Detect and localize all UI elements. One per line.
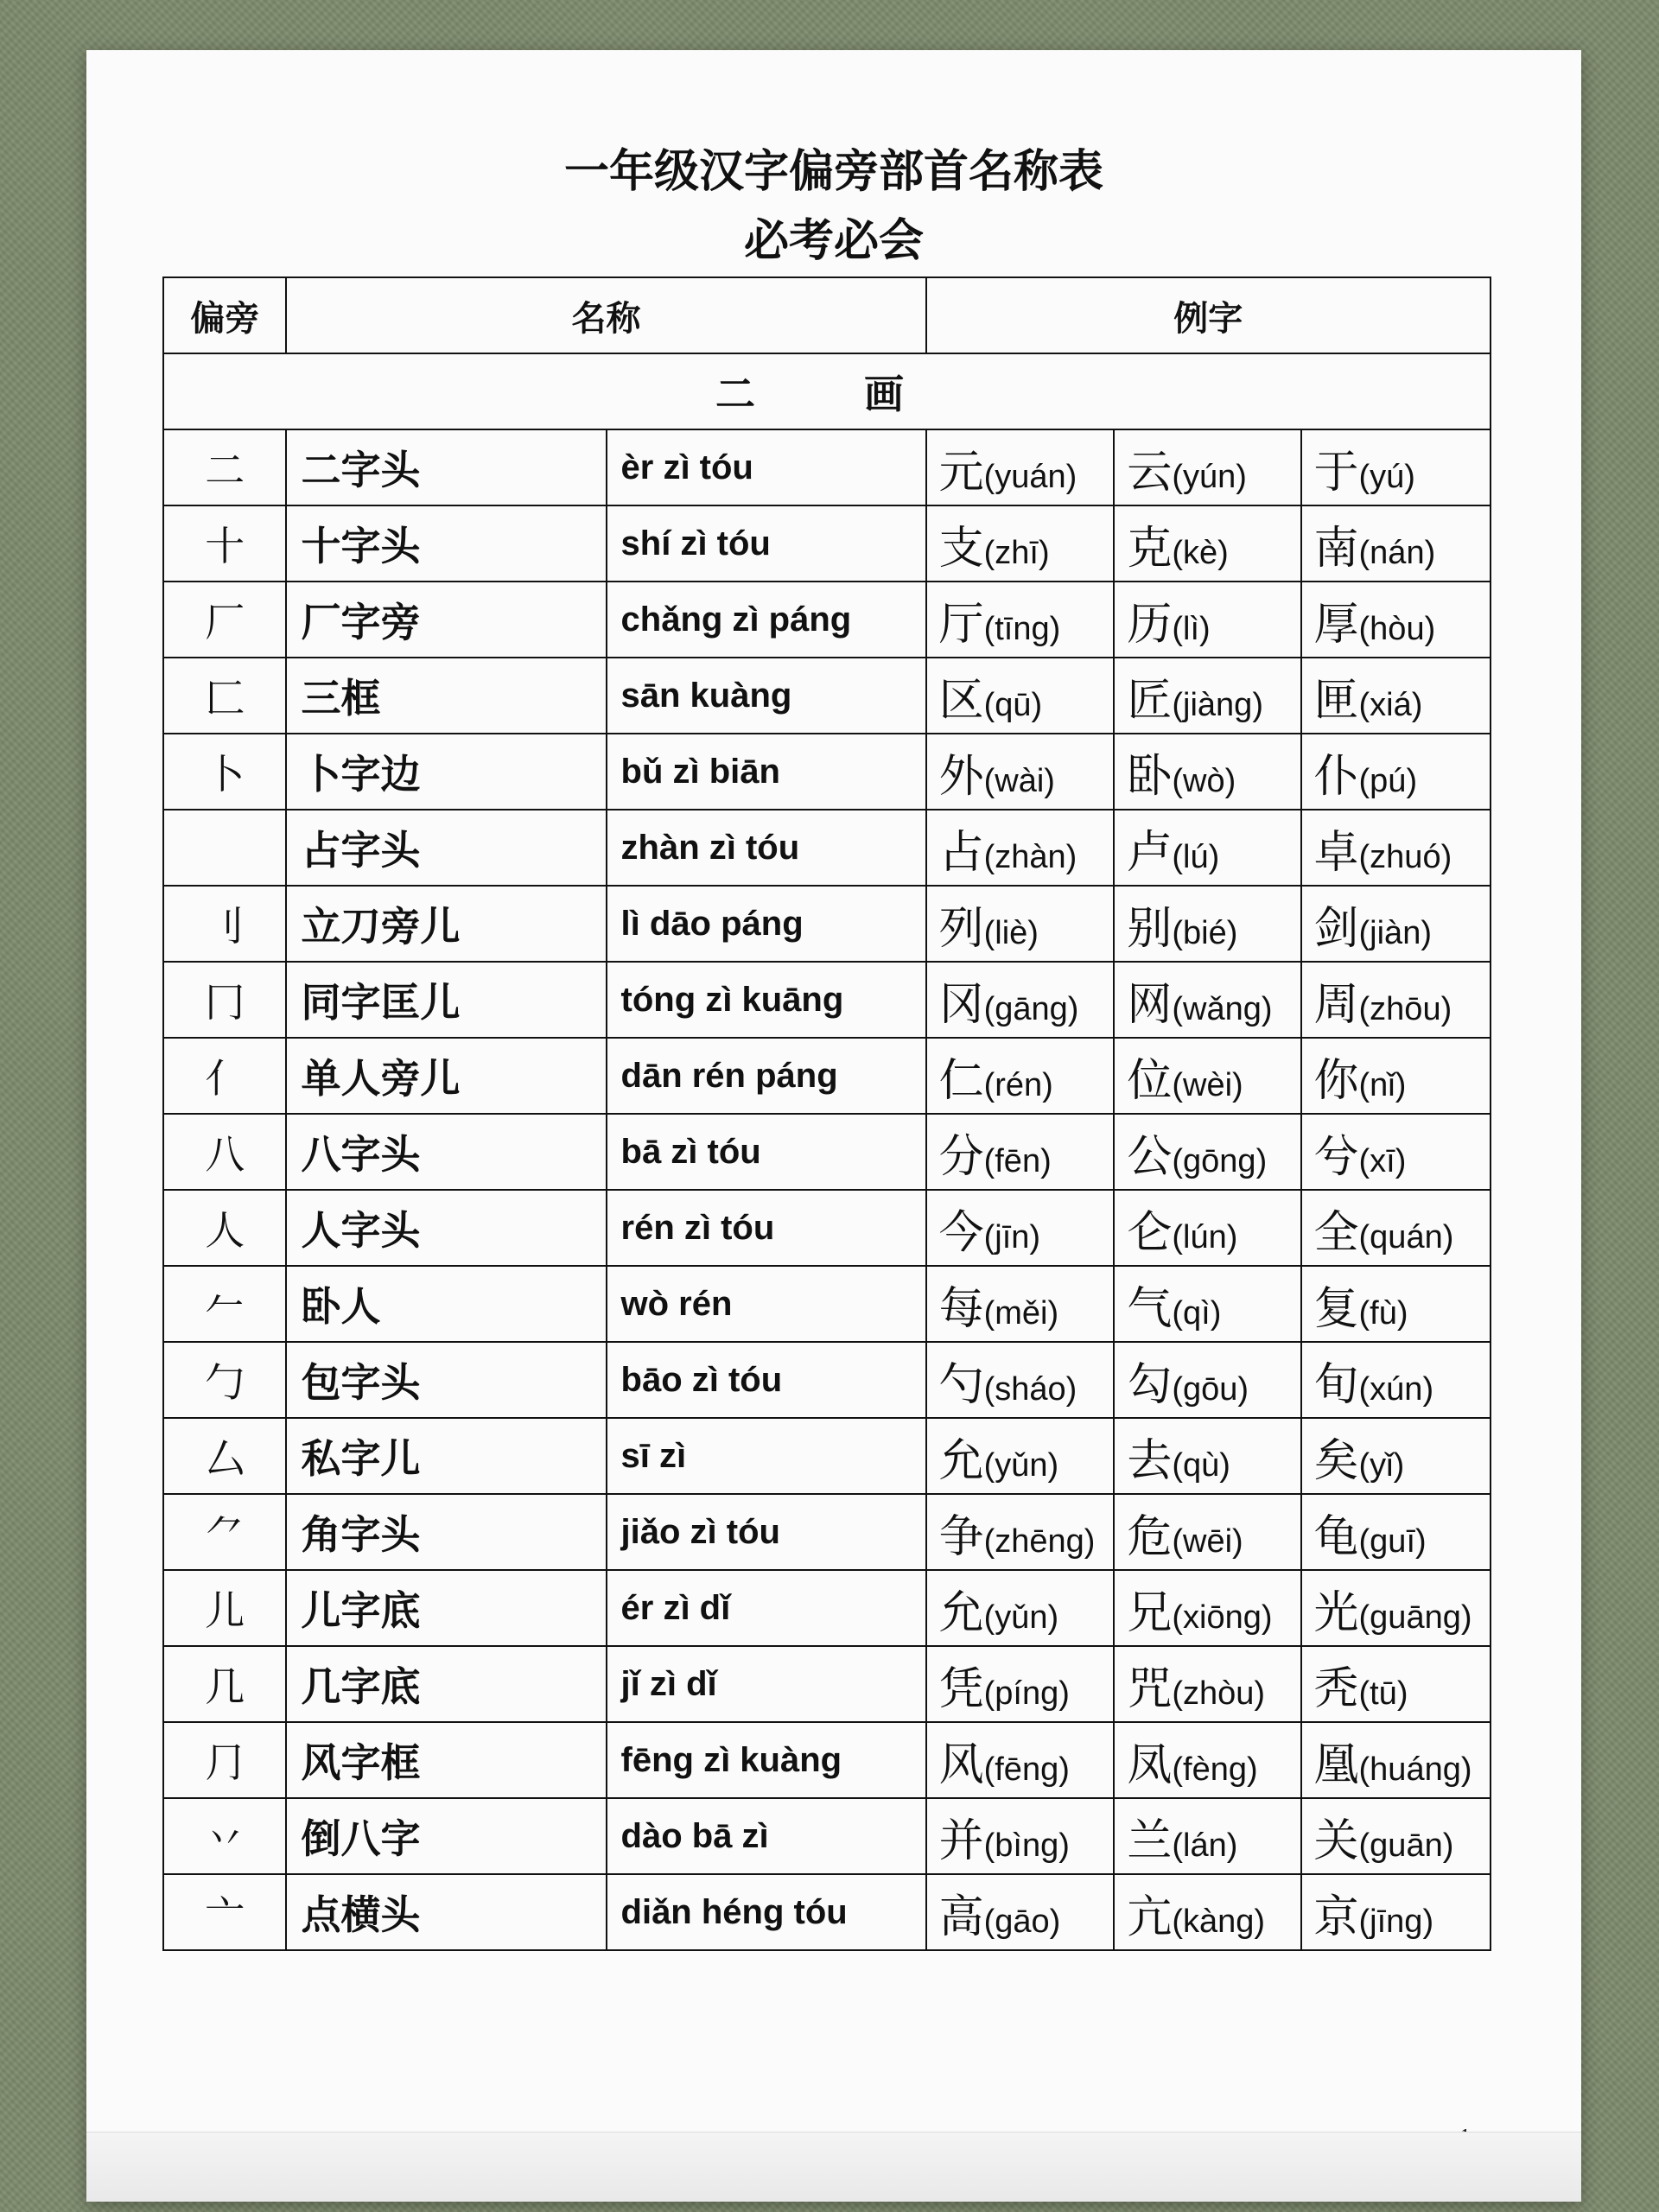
radical-cell: 冂	[163, 962, 286, 1038]
example-pinyin: (zhòu)	[1172, 1675, 1266, 1712]
example-pinyin: (zhēng)	[983, 1522, 1096, 1560]
table-row	[163, 1190, 1491, 1266]
example-cell	[926, 810, 1115, 886]
radical-cell: 卜	[163, 734, 286, 810]
radical-cell: 𠂉	[163, 1266, 286, 1342]
example-char: 历	[1127, 598, 1173, 651]
example-cell	[1114, 1190, 1300, 1266]
example-char: 仆	[1313, 750, 1359, 803]
example-pinyin: (liè)	[983, 914, 1039, 951]
example-cell	[1301, 1874, 1491, 1950]
example-char: 占	[938, 826, 984, 879]
radical-cell: 儿	[163, 1570, 286, 1646]
example-pinyin: (wǎng)	[1172, 990, 1273, 1027]
example-char: 卢	[1127, 826, 1173, 879]
radical-pinyin-cell: dào bā zì	[607, 1798, 926, 1874]
example-pinyin: (wài)	[983, 762, 1055, 799]
example-cell	[926, 1570, 1115, 1646]
table-row	[163, 1114, 1491, 1190]
radical-pinyin-cell: wò rén	[607, 1266, 926, 1342]
table-row	[163, 1038, 1491, 1114]
example-cell	[1114, 1038, 1300, 1114]
radical-cell: 几	[163, 1646, 286, 1722]
example-cell	[1301, 1114, 1491, 1190]
table-row	[163, 810, 1491, 886]
example-char: 厅	[938, 598, 984, 651]
radical-name-cell: 包字头	[286, 1342, 606, 1418]
radical-pinyin-cell: diǎn héng tóu	[607, 1874, 926, 1950]
example-cell	[1114, 886, 1300, 962]
section-row	[163, 353, 1491, 429]
example-pinyin: (tīng)	[983, 610, 1061, 647]
radical-cell: 人	[163, 1190, 286, 1266]
example-pinyin: (quán)	[1358, 1218, 1454, 1255]
example-cell	[926, 658, 1115, 734]
example-char: 周	[1313, 978, 1359, 1031]
example-pinyin: (gāng)	[983, 990, 1079, 1027]
example-pinyin: (xún)	[1358, 1370, 1434, 1408]
example-cell	[1114, 1798, 1300, 1874]
example-pinyin: (bìng)	[983, 1827, 1070, 1864]
radical-pinyin-cell: chǎng zì páng	[607, 582, 926, 658]
example-char: 兰	[1127, 1815, 1173, 1867]
example-char: 区	[938, 674, 984, 727]
example-cell	[926, 1874, 1115, 1950]
radical-cell: 刂	[163, 886, 286, 962]
example-cell	[1301, 962, 1491, 1038]
example-cell	[926, 1646, 1115, 1722]
example-cell	[926, 962, 1115, 1038]
header-name: 名称	[286, 277, 925, 353]
example-cell	[1114, 1646, 1300, 1722]
example-char: 南	[1313, 522, 1359, 575]
example-pinyin: (qù)	[1172, 1446, 1230, 1484]
example-pinyin: (měi)	[983, 1294, 1059, 1332]
example-pinyin: (fù)	[1358, 1294, 1408, 1332]
table-row	[163, 962, 1491, 1038]
example-char: 凭	[938, 1662, 984, 1715]
radical-cell: ⺆	[163, 1722, 286, 1798]
radical-name-cell: 几字底	[286, 1646, 606, 1722]
example-char: 秃	[1313, 1662, 1359, 1715]
radical-pinyin-cell: sī zì	[607, 1418, 926, 1494]
example-pinyin: (píng)	[983, 1675, 1070, 1712]
paper-bottom-edge	[86, 2132, 1581, 2202]
header-examples: 例字	[926, 277, 1491, 353]
example-cell	[1114, 582, 1300, 658]
example-cell	[1114, 962, 1300, 1038]
example-pinyin: (fèng)	[1172, 1751, 1258, 1788]
example-pinyin: (jīng)	[1358, 1903, 1434, 1940]
table-row	[163, 1798, 1491, 1874]
example-pinyin: (nán)	[1358, 534, 1436, 571]
example-cell	[1114, 505, 1300, 582]
example-pinyin: (zhuó)	[1358, 838, 1452, 875]
example-cell	[926, 429, 1115, 505]
table-row	[163, 658, 1491, 734]
radical-pinyin-cell: zhàn zì tóu	[607, 810, 926, 886]
example-char: 厚	[1313, 598, 1359, 651]
table-row	[163, 1874, 1491, 1950]
radical-name-cell: 八字头	[286, 1114, 606, 1190]
example-char: 勾	[1127, 1358, 1173, 1411]
example-char: 分	[938, 1130, 984, 1183]
example-cell	[1301, 658, 1491, 734]
radical-name-cell: 卧人	[286, 1266, 606, 1342]
radical-cell: 二	[163, 429, 286, 505]
radical-cell: 八	[163, 1114, 286, 1190]
example-cell	[926, 1038, 1115, 1114]
table-row	[163, 1266, 1491, 1342]
radical-table-body	[163, 277, 1491, 1950]
radical-cell: 十	[163, 505, 286, 582]
example-pinyin: (guāng)	[1358, 1599, 1472, 1636]
example-char: 公	[1127, 1130, 1173, 1183]
example-char: 争	[938, 1510, 984, 1563]
example-pinyin: (yǔn)	[983, 1446, 1059, 1484]
example-char: 全	[1313, 1206, 1359, 1259]
radical-name-cell: 三框	[286, 658, 606, 734]
radical-name-cell: 立刀旁儿	[286, 886, 606, 962]
example-cell	[1114, 1114, 1300, 1190]
example-char: 复	[1313, 1282, 1359, 1335]
example-char: 高	[938, 1891, 984, 1943]
radical-name-cell: 人字头	[286, 1190, 606, 1266]
example-cell	[926, 1798, 1115, 1874]
radical-pinyin-cell: ér zì dǐ	[607, 1570, 926, 1646]
table-header-row	[163, 277, 1491, 353]
radical-pinyin-cell: shí zì tóu	[607, 505, 926, 582]
example-cell	[1301, 734, 1491, 810]
example-cell	[1301, 1798, 1491, 1874]
example-char: 克	[1127, 522, 1173, 575]
example-cell	[926, 1342, 1115, 1418]
example-pinyin: (sháo)	[983, 1370, 1077, 1408]
radical-cell: ⺈	[163, 1494, 286, 1570]
example-pinyin: (lì)	[1172, 610, 1211, 647]
page-title: 一年级汉字偏旁部首名称表	[563, 146, 1103, 198]
radical-pinyin-cell: rén zì tóu	[607, 1190, 926, 1266]
radical-pinyin-cell: jǐ zì dǐ	[607, 1646, 926, 1722]
table-row	[163, 429, 1491, 505]
example-char: 兄	[1127, 1586, 1173, 1639]
example-cell	[926, 505, 1115, 582]
example-pinyin: (tū)	[1358, 1675, 1408, 1712]
example-char: 矣	[1313, 1434, 1359, 1487]
example-cell	[1301, 810, 1491, 886]
radical-pinyin-cell: jiǎo zì tóu	[607, 1494, 926, 1570]
example-char: 允	[938, 1434, 984, 1487]
radical-table	[162, 276, 1491, 1951]
example-char: 列	[938, 902, 984, 955]
example-cell	[1301, 429, 1491, 505]
example-char: 仑	[1127, 1206, 1173, 1259]
radical-pinyin-cell: sān kuàng	[607, 658, 926, 734]
example-char: 匣	[1313, 674, 1359, 727]
radical-pinyin-cell: dān rén páng	[607, 1038, 926, 1114]
example-cell	[1114, 810, 1300, 886]
radical-pinyin-cell: lì dāo páng	[607, 886, 926, 962]
radical-pinyin-cell: èr zì tóu	[607, 429, 926, 505]
example-pinyin: (rén)	[983, 1066, 1053, 1103]
example-char: 卓	[1313, 826, 1359, 879]
example-cell	[1301, 886, 1491, 962]
example-cell	[926, 1494, 1115, 1570]
example-cell	[926, 1114, 1115, 1190]
table-row	[163, 505, 1491, 582]
example-char: 危	[1127, 1510, 1173, 1563]
example-pinyin: (yǔn)	[983, 1599, 1059, 1636]
radical-cell: 亠	[163, 1874, 286, 1950]
example-cell	[1114, 658, 1300, 734]
example-char: 旬	[1313, 1358, 1359, 1411]
example-pinyin: (wèi)	[1172, 1066, 1243, 1103]
example-cell	[1301, 1722, 1491, 1798]
example-cell	[926, 1266, 1115, 1342]
example-cell	[1301, 1494, 1491, 1570]
example-pinyin: (lún)	[1172, 1218, 1238, 1255]
example-pinyin: (huáng)	[1358, 1751, 1472, 1788]
example-pinyin: (nǐ)	[1358, 1066, 1407, 1103]
example-pinyin: (kàng)	[1172, 1903, 1266, 1940]
example-pinyin: (jiàn)	[1358, 914, 1432, 951]
example-char: 外	[938, 750, 984, 803]
example-pinyin: (guān)	[1358, 1827, 1454, 1864]
example-cell	[1114, 1266, 1300, 1342]
example-char: 凤	[1127, 1738, 1173, 1791]
example-pinyin: (zhàn)	[983, 838, 1077, 875]
example-pinyin: (xī)	[1358, 1142, 1407, 1179]
example-pinyin: (jiàng)	[1172, 686, 1263, 723]
example-char: 每	[938, 1282, 984, 1335]
example-cell	[1301, 582, 1491, 658]
example-cell	[1114, 1418, 1300, 1494]
radical-name-cell: 单人旁儿	[286, 1038, 606, 1114]
example-pinyin: (fēng)	[983, 1751, 1070, 1788]
table-row	[163, 582, 1491, 658]
table-row	[163, 1342, 1491, 1418]
radical-pinyin-cell: bāo zì tóu	[607, 1342, 926, 1418]
page-subtitle: 必考必会	[743, 215, 924, 267]
example-cell	[926, 734, 1115, 810]
example-cell	[926, 886, 1115, 962]
example-pinyin: (yǐ)	[1358, 1446, 1405, 1484]
radical-cell: 匚	[163, 658, 286, 734]
example-pinyin: (zhōu)	[1358, 990, 1452, 1027]
radical-name-cell: 十字头	[286, 505, 606, 582]
example-pinyin: (lú)	[1172, 838, 1220, 875]
example-char: 剑	[1313, 902, 1359, 955]
example-cell	[1301, 1266, 1491, 1342]
example-pinyin: (qì)	[1172, 1294, 1222, 1332]
table-row	[163, 1418, 1491, 1494]
example-cell	[1301, 1570, 1491, 1646]
example-pinyin: (xiōng)	[1172, 1599, 1273, 1636]
example-char: 今	[938, 1206, 984, 1259]
section-heading: 二 画	[163, 353, 1491, 429]
example-pinyin: (yún)	[1172, 458, 1247, 495]
example-char: 龟	[1313, 1510, 1359, 1563]
example-char: 去	[1127, 1434, 1173, 1487]
example-pinyin: (bié)	[1172, 914, 1238, 951]
example-char: 光	[1313, 1586, 1359, 1639]
example-char: 元	[938, 446, 984, 499]
example-pinyin: (zhī)	[983, 534, 1050, 571]
example-char: 风	[938, 1738, 984, 1791]
radical-cell: 厶	[163, 1418, 286, 1494]
radical-name-cell: 同字匡儿	[286, 962, 606, 1038]
example-pinyin: (gōng)	[1172, 1142, 1268, 1179]
example-cell	[1301, 505, 1491, 582]
example-char: 兮	[1313, 1130, 1359, 1183]
radical-name-cell: 私字儿	[286, 1418, 606, 1494]
example-pinyin: (lán)	[1172, 1827, 1238, 1864]
example-char: 匠	[1127, 674, 1173, 727]
example-pinyin: (wēi)	[1172, 1522, 1243, 1560]
example-cell	[1301, 1342, 1491, 1418]
table-row	[163, 1494, 1491, 1570]
example-cell	[1301, 1190, 1491, 1266]
example-cell	[1301, 1646, 1491, 1722]
radical-name-cell: 二字头	[286, 429, 606, 505]
table-row	[163, 1646, 1491, 1722]
example-cell	[926, 1418, 1115, 1494]
example-char: 亢	[1127, 1891, 1173, 1943]
example-pinyin: (fēn)	[983, 1142, 1052, 1179]
example-char: 你	[1313, 1054, 1359, 1107]
example-pinyin: (guī)	[1358, 1522, 1427, 1560]
radical-name-cell: 卜字边	[286, 734, 606, 810]
radical-name-cell: 倒八字	[286, 1798, 606, 1874]
example-cell	[1114, 1722, 1300, 1798]
radical-cell: 亻	[163, 1038, 286, 1114]
example-pinyin: (yú)	[1358, 458, 1415, 495]
example-char: 卧	[1127, 750, 1173, 803]
example-cell	[1114, 734, 1300, 810]
example-pinyin: (xiá)	[1358, 686, 1423, 723]
radical-pinyin-cell: bā zì tóu	[607, 1114, 926, 1190]
example-pinyin: (pú)	[1358, 762, 1418, 799]
example-char: 别	[1127, 902, 1173, 955]
example-char: 凰	[1313, 1738, 1359, 1791]
example-char: 冈	[938, 978, 984, 1031]
example-char: 位	[1127, 1054, 1173, 1107]
radical-pinyin-cell: tóng zì kuāng	[607, 962, 926, 1038]
example-cell	[1114, 1570, 1300, 1646]
example-char: 云	[1127, 446, 1173, 499]
example-pinyin: (gōu)	[1172, 1370, 1249, 1408]
example-pinyin: (kè)	[1172, 534, 1229, 571]
example-char: 关	[1313, 1815, 1359, 1867]
example-char: 勺	[938, 1358, 984, 1411]
radical-name-cell: 角字头	[286, 1494, 606, 1570]
example-cell	[926, 582, 1115, 658]
example-char: 气	[1127, 1282, 1173, 1335]
example-cell	[1114, 1342, 1300, 1418]
radical-cell	[163, 810, 286, 886]
example-char: 网	[1127, 978, 1173, 1031]
example-char: 支	[938, 522, 984, 575]
table-row	[163, 886, 1491, 962]
radical-pinyin-cell: fēng zì kuàng	[607, 1722, 926, 1798]
example-cell	[1301, 1038, 1491, 1114]
example-pinyin: (wò)	[1172, 762, 1236, 799]
radical-cell: 厂	[163, 582, 286, 658]
radical-name-cell: 点横头	[286, 1874, 606, 1950]
document-page	[86, 50, 1581, 2202]
example-pinyin: (qū)	[983, 686, 1043, 723]
radical-name-cell: 厂字旁	[286, 582, 606, 658]
table-row	[163, 1722, 1491, 1798]
radical-name-cell: 儿字底	[286, 1570, 606, 1646]
example-pinyin: (yuán)	[983, 458, 1077, 495]
example-char: 京	[1313, 1891, 1359, 1943]
example-cell	[1114, 1494, 1300, 1570]
example-char: 仁	[938, 1054, 984, 1107]
example-char: 于	[1313, 446, 1359, 499]
example-pinyin: (jīn)	[983, 1218, 1041, 1255]
radical-name-cell: 风字框	[286, 1722, 606, 1798]
example-char: 并	[938, 1815, 984, 1867]
example-char: 咒	[1127, 1662, 1173, 1715]
example-cell	[926, 1190, 1115, 1266]
example-pinyin: (gāo)	[983, 1903, 1061, 1940]
table-row	[163, 734, 1491, 810]
example-cell	[1114, 1874, 1300, 1950]
example-cell	[926, 1722, 1115, 1798]
example-cell	[1301, 1418, 1491, 1494]
example-char: 允	[938, 1586, 984, 1639]
example-cell	[1114, 429, 1300, 505]
table-row	[163, 1570, 1491, 1646]
radical-pinyin-cell: bǔ zì biān	[607, 734, 926, 810]
radical-cell: 勹	[163, 1342, 286, 1418]
example-pinyin: (hòu)	[1358, 610, 1436, 647]
header-radical: 偏旁	[163, 277, 286, 353]
radical-cell: 丷	[163, 1798, 286, 1874]
radical-name-cell: 占字头	[286, 810, 606, 886]
